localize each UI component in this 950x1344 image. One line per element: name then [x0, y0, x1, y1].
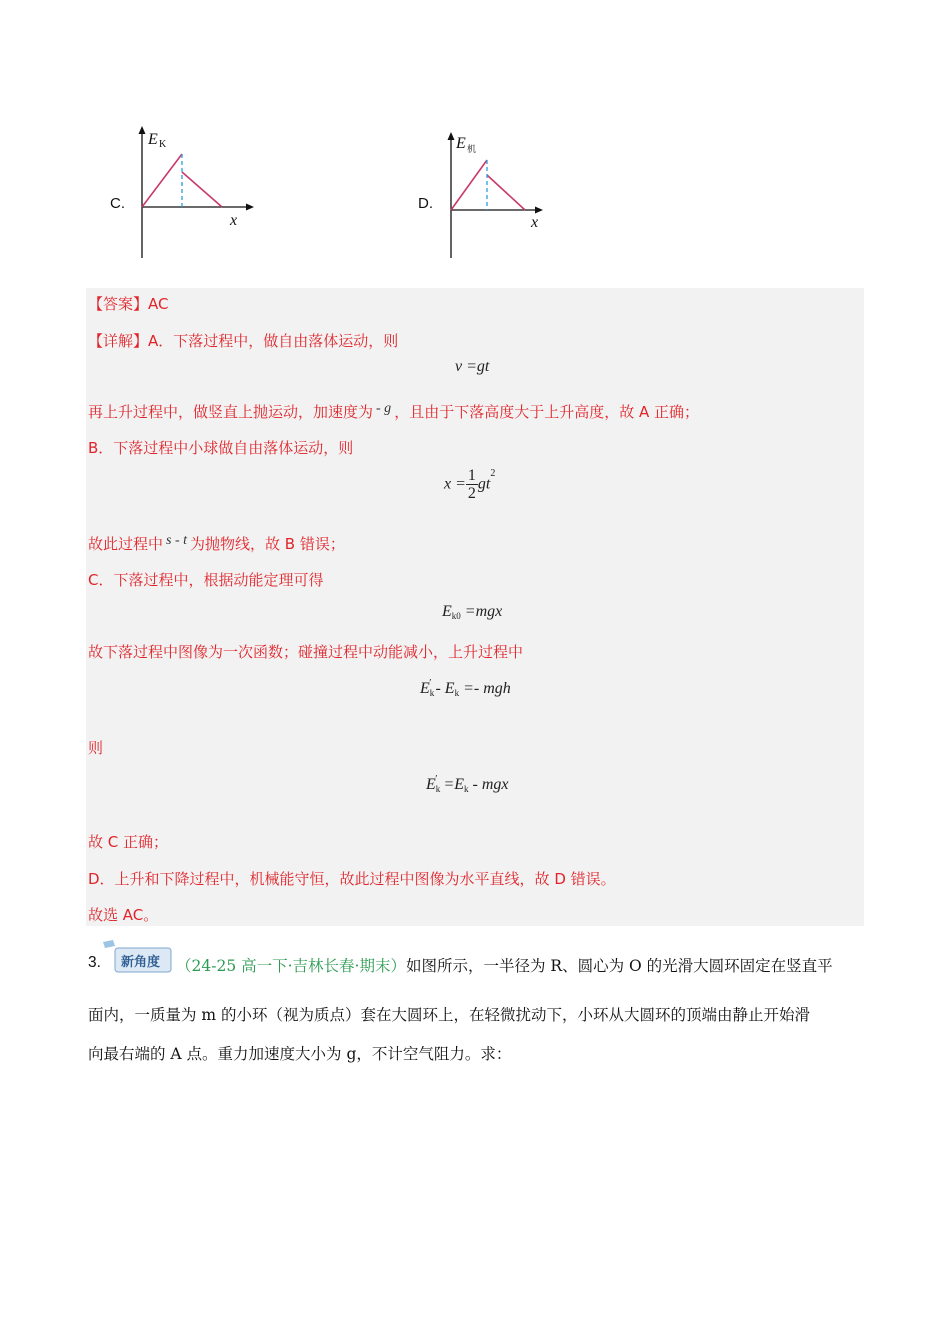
- formula-ek0-mgx: [442, 603, 502, 621]
- question-line-3: 向最右端的 A 点。重力加速度大小为 g，不计空气阻力。求：: [88, 1045, 512, 1063]
- detail-a2-math: - g: [376, 401, 392, 416]
- axis-label-ek-sub: K: [159, 139, 167, 150]
- detail-line-b2: [88, 533, 345, 554]
- detail-line-b: B．下落过程中小球做自由落体运动，则: [88, 439, 354, 457]
- detail-line-a2: [88, 401, 699, 422]
- detail-line-then: 则: [88, 739, 104, 757]
- formula-4-sub1: k: [429, 688, 435, 698]
- axis-label-x-c: x: [230, 212, 238, 229]
- detail-b2-pre: 故此过程中: [88, 535, 164, 553]
- formula-2-fraction: [466, 467, 478, 502]
- formula-3-rhs: =mgx: [460, 603, 503, 620]
- formula-4-prime: ′: [429, 678, 432, 689]
- graph-option-c: [128, 124, 258, 259]
- badge-label: 新角度: [121, 955, 161, 970]
- detail-line-c: C．下落过程中，根据动能定理可得: [88, 571, 324, 589]
- question-line-1-text: 如图所示，一半径为 R、圆心为 O 的光滑大圆环固定在竖直平: [405, 957, 833, 975]
- formula-4-mid: - E: [435, 680, 455, 697]
- formula-2-lhs: x =: [444, 475, 466, 493]
- detail-line-c3: 故 C 正确；: [88, 833, 169, 851]
- detail-label: 【详解】: [88, 332, 149, 350]
- detail-line-d: D．上升和下降过程中，机械能守恒，故此过程中图像为水平直线，故 D 错误。: [88, 870, 616, 888]
- formula-5-sub1: k: [435, 784, 441, 794]
- formula-5-prime: ′: [435, 774, 438, 785]
- detail-line-c2: 故下落过程中图像为一次函数；碰撞过程中动能减小，上升过程中: [88, 643, 524, 661]
- detail-b2-post: 为抛物线，故 B 错误；: [190, 535, 345, 553]
- axis-label-emech: E: [456, 135, 466, 152]
- question-line-1: [176, 954, 833, 976]
- detail-line-a: [88, 330, 398, 351]
- formula-2-num: 1: [467, 467, 476, 484]
- formula-3-e: E: [442, 603, 452, 620]
- formula-ek-prime-minus-ek: [420, 678, 511, 698]
- formula-5-e1: E: [426, 776, 436, 793]
- formula-4-rhs: =- mgh: [459, 680, 511, 697]
- axis-label-ek: E: [148, 131, 158, 148]
- option-c-label: C.: [110, 195, 125, 212]
- option-d-label: D.: [418, 195, 433, 212]
- question-number: 3.: [88, 954, 101, 971]
- formula-x-half-gt2: [444, 467, 495, 502]
- detail-a-text: A．下落过程中，做自由落体运动，则: [148, 332, 399, 350]
- formula-5-mid: =E: [439, 776, 465, 793]
- formula-2-den: 2: [467, 485, 476, 502]
- graph-option-d: [437, 130, 567, 260]
- detail-b2-math: s - t: [166, 533, 188, 548]
- new-angle-badge: [101, 940, 173, 974]
- axis-label-emech-sub: 机: [467, 145, 477, 155]
- formula-3-sub: k0: [451, 611, 461, 621]
- question-line-2: 面内，一质量为 m 的小环（视为质点）套在大圆环上，在轻微扰动下，小环从大圆环的顶端由静止开始滑: [88, 1006, 811, 1024]
- detail-a2-post: ，且由于下落高度大于上升高度，故 A 正确；: [394, 403, 699, 421]
- formula-5-sub2: k: [464, 784, 469, 794]
- formula-2-exp: 2: [490, 468, 496, 480]
- question-source: （24-25 高一下·吉林长春·期末）: [176, 957, 406, 975]
- formula-2-rhs: gt: [477, 475, 491, 493]
- axis-label-x-d: x: [531, 214, 539, 231]
- formula-ek-prime-eq: [426, 774, 509, 794]
- detail-a2-pre: 再上升过程中，做竖直上抛运动，加速度为: [88, 403, 374, 421]
- formula-5-rhs: - mgx: [468, 776, 509, 793]
- detail-line-final: 故选 AC。: [88, 906, 159, 924]
- formula-v-gt: v =gt: [455, 358, 490, 375]
- formula-4-sub2: k: [454, 688, 460, 698]
- answer-title: 【答案】AC: [88, 295, 169, 313]
- formula-4-e1: E: [420, 680, 430, 697]
